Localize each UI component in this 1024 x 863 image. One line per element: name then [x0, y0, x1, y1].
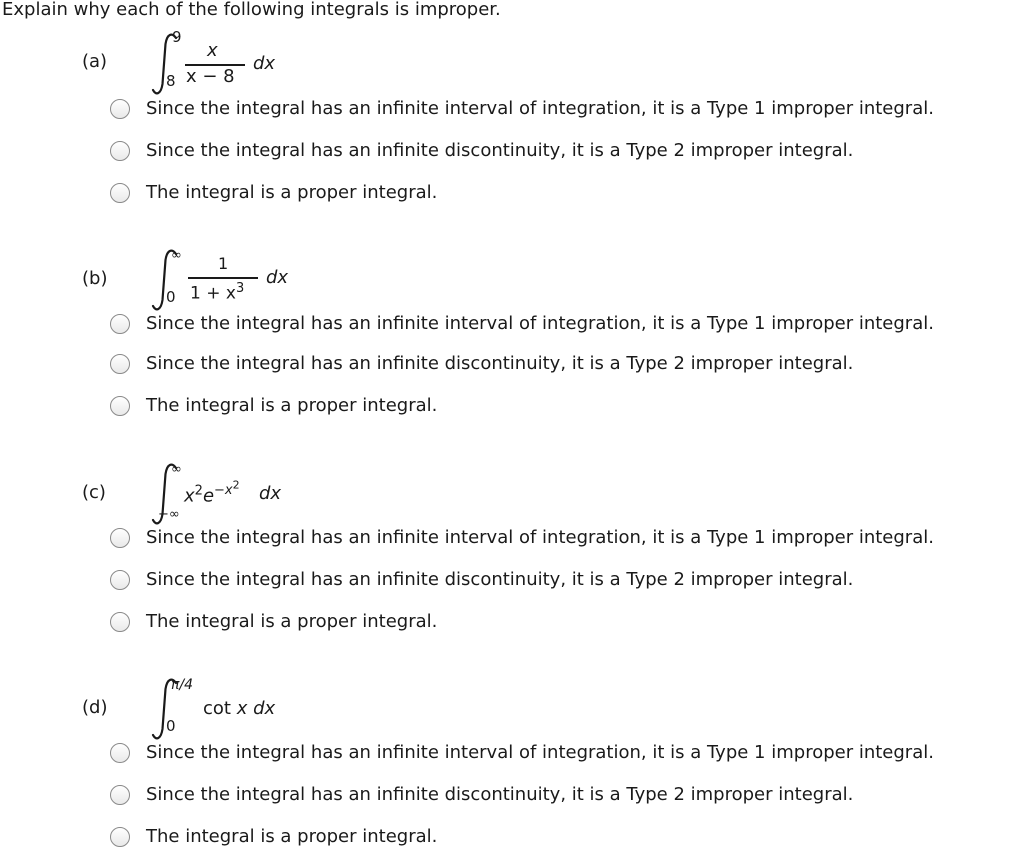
- integral-expression: [0, 643, 400, 743]
- radio-button[interactable]: [110, 354, 130, 374]
- denominator-exponent: 3: [235, 281, 245, 296]
- numerator: 1: [218, 254, 229, 273]
- option-row[interactable]: [110, 394, 1020, 420]
- option-label: Since the integral has an infinite discontinuity, it is a Type 2 improper integral.: [146, 353, 854, 374]
- radio-button[interactable]: [110, 612, 130, 632]
- upper-limit: 9: [172, 28, 182, 46]
- exponent-x: 2: [194, 483, 203, 499]
- base-e: e: [202, 485, 215, 507]
- function-name: cot: [203, 698, 231, 719]
- option-label: Since the integral has an infinite interval of integration, it is a Type 1 improper integral.: [146, 98, 934, 119]
- differential: dx: [253, 53, 276, 74]
- integral-expression: [0, 0, 400, 100]
- lower-limit: 0: [166, 288, 176, 306]
- option-label: Since the integral has an infinite discontinuity, it is a Type 2 improper integral.: [146, 784, 854, 805]
- part-b: [0, 214, 1024, 429]
- radio-button[interactable]: [110, 827, 130, 847]
- exponent-e: −x2: [214, 479, 240, 499]
- radio-button[interactable]: [110, 396, 130, 416]
- option-label: Since the integral has an infinite interval of integration, it is a Type 1 improper integral.: [146, 742, 934, 763]
- numerator: x: [207, 40, 218, 61]
- radio-button[interactable]: [110, 743, 130, 763]
- part-label: (b): [82, 268, 108, 289]
- option-row[interactable]: [110, 610, 1020, 636]
- option-label: Since the integral has an infinite discontinuity, it is a Type 2 improper integral.: [146, 569, 854, 590]
- radio-button[interactable]: [110, 99, 130, 119]
- option-label: The integral is a proper integral.: [146, 611, 438, 632]
- part-label: (c): [82, 482, 106, 503]
- integral-expression: [0, 428, 400, 528]
- option-row[interactable]: [110, 97, 1020, 123]
- differential: dx: [266, 267, 289, 288]
- part-label: (d): [82, 697, 108, 718]
- denominator: x − 8: [186, 66, 235, 87]
- option-row[interactable]: [110, 741, 1020, 767]
- option-row[interactable]: [110, 312, 1020, 338]
- integrand: [184, 480, 240, 505]
- option-row[interactable]: [110, 783, 1020, 809]
- upper-limit: π/4: [171, 677, 194, 693]
- base-x: x: [184, 485, 195, 507]
- option-label: The integral is a proper integral.: [146, 395, 438, 416]
- option-row[interactable]: [110, 526, 1020, 552]
- radio-button[interactable]: [110, 314, 130, 334]
- option-label: The integral is a proper integral.: [146, 826, 438, 847]
- part-d: [0, 643, 1024, 858]
- fraction-bar: [188, 277, 258, 279]
- lower-limit: 8: [166, 72, 176, 90]
- option-label: Since the integral has an infinite interval of integration, it is a Type 1 improper integral.: [146, 313, 934, 334]
- differential: dx: [259, 483, 282, 504]
- part-label: (a): [82, 51, 108, 72]
- option-row[interactable]: [110, 139, 1020, 165]
- option-label: Since the integral has an infinite discontinuity, it is a Type 2 improper integral.: [146, 140, 854, 161]
- denominator-base: 1 + x: [190, 283, 236, 304]
- lower-limit: −∞: [158, 507, 180, 522]
- integral-expression: [0, 214, 400, 314]
- option-row[interactable]: [110, 352, 1020, 378]
- denominator: [190, 282, 244, 303]
- option-row[interactable]: [110, 568, 1020, 594]
- option-label: The integral is a proper integral.: [146, 182, 438, 203]
- radio-button[interactable]: [110, 528, 130, 548]
- radio-button[interactable]: [110, 570, 130, 590]
- part-c: [0, 428, 1024, 643]
- radio-button[interactable]: [110, 785, 130, 805]
- question-title: Explain why each of the following integrals is improper.: [2, 0, 501, 20]
- upper-limit: ∞: [171, 462, 182, 477]
- radio-button[interactable]: [110, 141, 130, 161]
- radio-button[interactable]: [110, 183, 130, 203]
- option-row[interactable]: [110, 825, 1020, 851]
- lower-limit: 0: [166, 717, 176, 735]
- option-label: Since the integral has an infinite interval of integration, it is a Type 1 improper integral.: [146, 527, 934, 548]
- upper-limit: ∞: [171, 248, 182, 263]
- variable: x: [236, 698, 248, 719]
- integrand: [203, 700, 275, 718]
- differential: dx: [253, 698, 276, 719]
- option-row[interactable]: [110, 181, 1020, 207]
- part-a: [0, 0, 1024, 215]
